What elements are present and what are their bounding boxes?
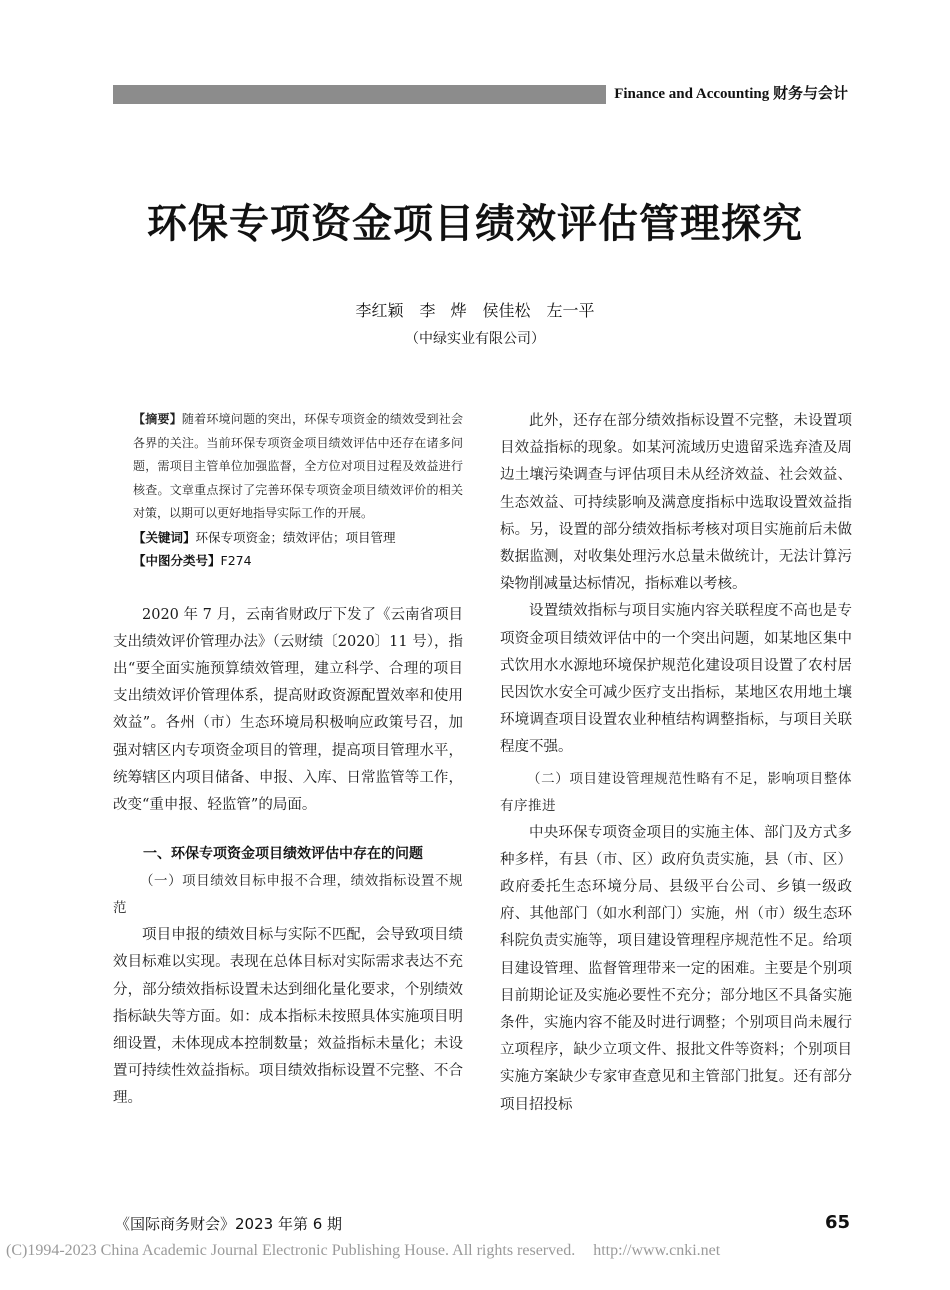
subsection1-heading: （一）项目绩效目标申报不合理，绩效指标设置不规范 bbox=[113, 873, 463, 917]
cnki-url[interactable]: http://www.cnki.net bbox=[593, 1242, 721, 1259]
subsection2-heading: （二）项目建设管理规范性略有不足，影响项目整体有序推进 bbox=[500, 770, 852, 814]
right-paragraph-2: 设置绩效指标与项目实施内容关联程度不高也是专项资金项目绩效评估中的一个突出问题，如某地区集中式饮用水水源地环境保护规范化建设项目设置了农村居民因饮水安全可减少医疗支出指标，某地区农用地土壤环境调查项目设置农业种植结构调整指标，与项目关联程度不强。 bbox=[500, 603, 852, 756]
affiliation: （中绿实业有限公司） bbox=[405, 331, 545, 347]
copyright-text: (C)1994-2023 China Academic Journal Electronic Publishing House. All rights reserved. bbox=[6, 1242, 576, 1259]
page-number: 65 bbox=[824, 1212, 850, 1233]
right-column bbox=[500, 408, 852, 1119]
subsection1-paragraph: 项目申报的绩效目标与实际不匹配，会导致项目绩效目标难以实现。表现在总体目标对实际需求表达不充分，部分绩效指标设置未达到细化量化要求，个别绩效指标缺失等方面。如：成本指标未按照具体实施项目明细设置，未体现成本控制数量；效益指标未量化；未设置可持续性效益指标。项目绩效指标设置不完整、不合理。 bbox=[113, 927, 463, 1107]
classification-label: 【中图分类号】 bbox=[133, 553, 221, 568]
authors: 李红颖 李 烨 侯佳松 左一平 bbox=[355, 301, 595, 320]
keywords bbox=[113, 526, 463, 550]
journal-citation: 《国际商务财会》2023 年第 6 期 bbox=[115, 1215, 343, 1233]
abstract-text: 随着环境问题的突出，环保专项资金的绩效受到社会各界的关注。当前环保专项资金项目绩效评估中还存在诸多问题，需项目主管单位加强监督，全方位对项目过程及效益进行核查。文章重点探讨了完善环保专项资金项目绩效评价的相关对策，以期可以更好地指导实际工作的开展。 bbox=[133, 412, 463, 520]
section1-heading: 一、环保专项资金项目绩效评估中存在的问题 bbox=[143, 846, 423, 863]
copyright-notice bbox=[6, 1242, 720, 1260]
classification bbox=[113, 549, 463, 573]
intro-paragraph: 2020 年 7 月，云南省财政厅下发了《云南省项目支出绩效评价管理办法》（云财绩〔2020〕11 号），指出“要全面实施预算绩效管理，建立科学、合理的项目支出绩效评价管理体系，提高财政资源配置效率和使用效益”。各州（市）生态环境局积极响应政策号召，加强对辖区内专项资金项目的管理，提高项目管理水平，统筹辖区内项目储备、申报、入库、日常监管等工作，改变“重申报、轻监管”的局面。 bbox=[113, 606, 463, 813]
keywords-text: 环保专项资金；绩效评估；项目管理 bbox=[195, 529, 396, 545]
right-paragraph-3: 中央环保专项资金项目的实施主体、部门及方式多种多样，有县（市、区）政府负责实施，县（市、区）政府委托生态环境分局、县级平台公司、乡镇一级政府、其他部门（如水利部门）实施，州（市）级生态环科院负责实施等，项目建设管理程序规范性不足。给项目建设管理、监督管理带来一定的困难。主要是个别项目前期论证及实施必要性不充分；部分地区不具备实施条件，实施内容不能及时进行调整；个别项目尚未履行立项程序，缺少立项文件、报批文件等资料；个别项目实施方案缺少专家审查意见和主管部门批复。还有部分项目招投标 bbox=[500, 824, 852, 1113]
header-bar bbox=[113, 85, 850, 104]
classification-text: F274 bbox=[220, 553, 252, 568]
section-label: Finance and Accounting 财务与会计 bbox=[606, 85, 850, 104]
right-paragraph-1: 此外，还存在部分绩效指标设置不完整，未设置项目效益指标的现象。如某河流域历史遗留采选弃渣及周边土壤污染调查与评估项目未从经济效益、社会效益、生态效益、可持续影响及满意度指标中选取设置效益指标。另，设置的部分绩效指标考核对项目实施前后未做数据监测，对收集处理污水总量未做统计，无法计算污染物削减量达标情况，指标难以考核。 bbox=[500, 413, 852, 593]
keywords-label: 【关键词】 bbox=[133, 529, 196, 545]
left-column bbox=[113, 408, 463, 1113]
abstract-label: 【摘要】 bbox=[133, 412, 182, 426]
article-title: 环保专项资金项目绩效评估管理探究 bbox=[147, 200, 803, 247]
abstract bbox=[113, 408, 463, 526]
